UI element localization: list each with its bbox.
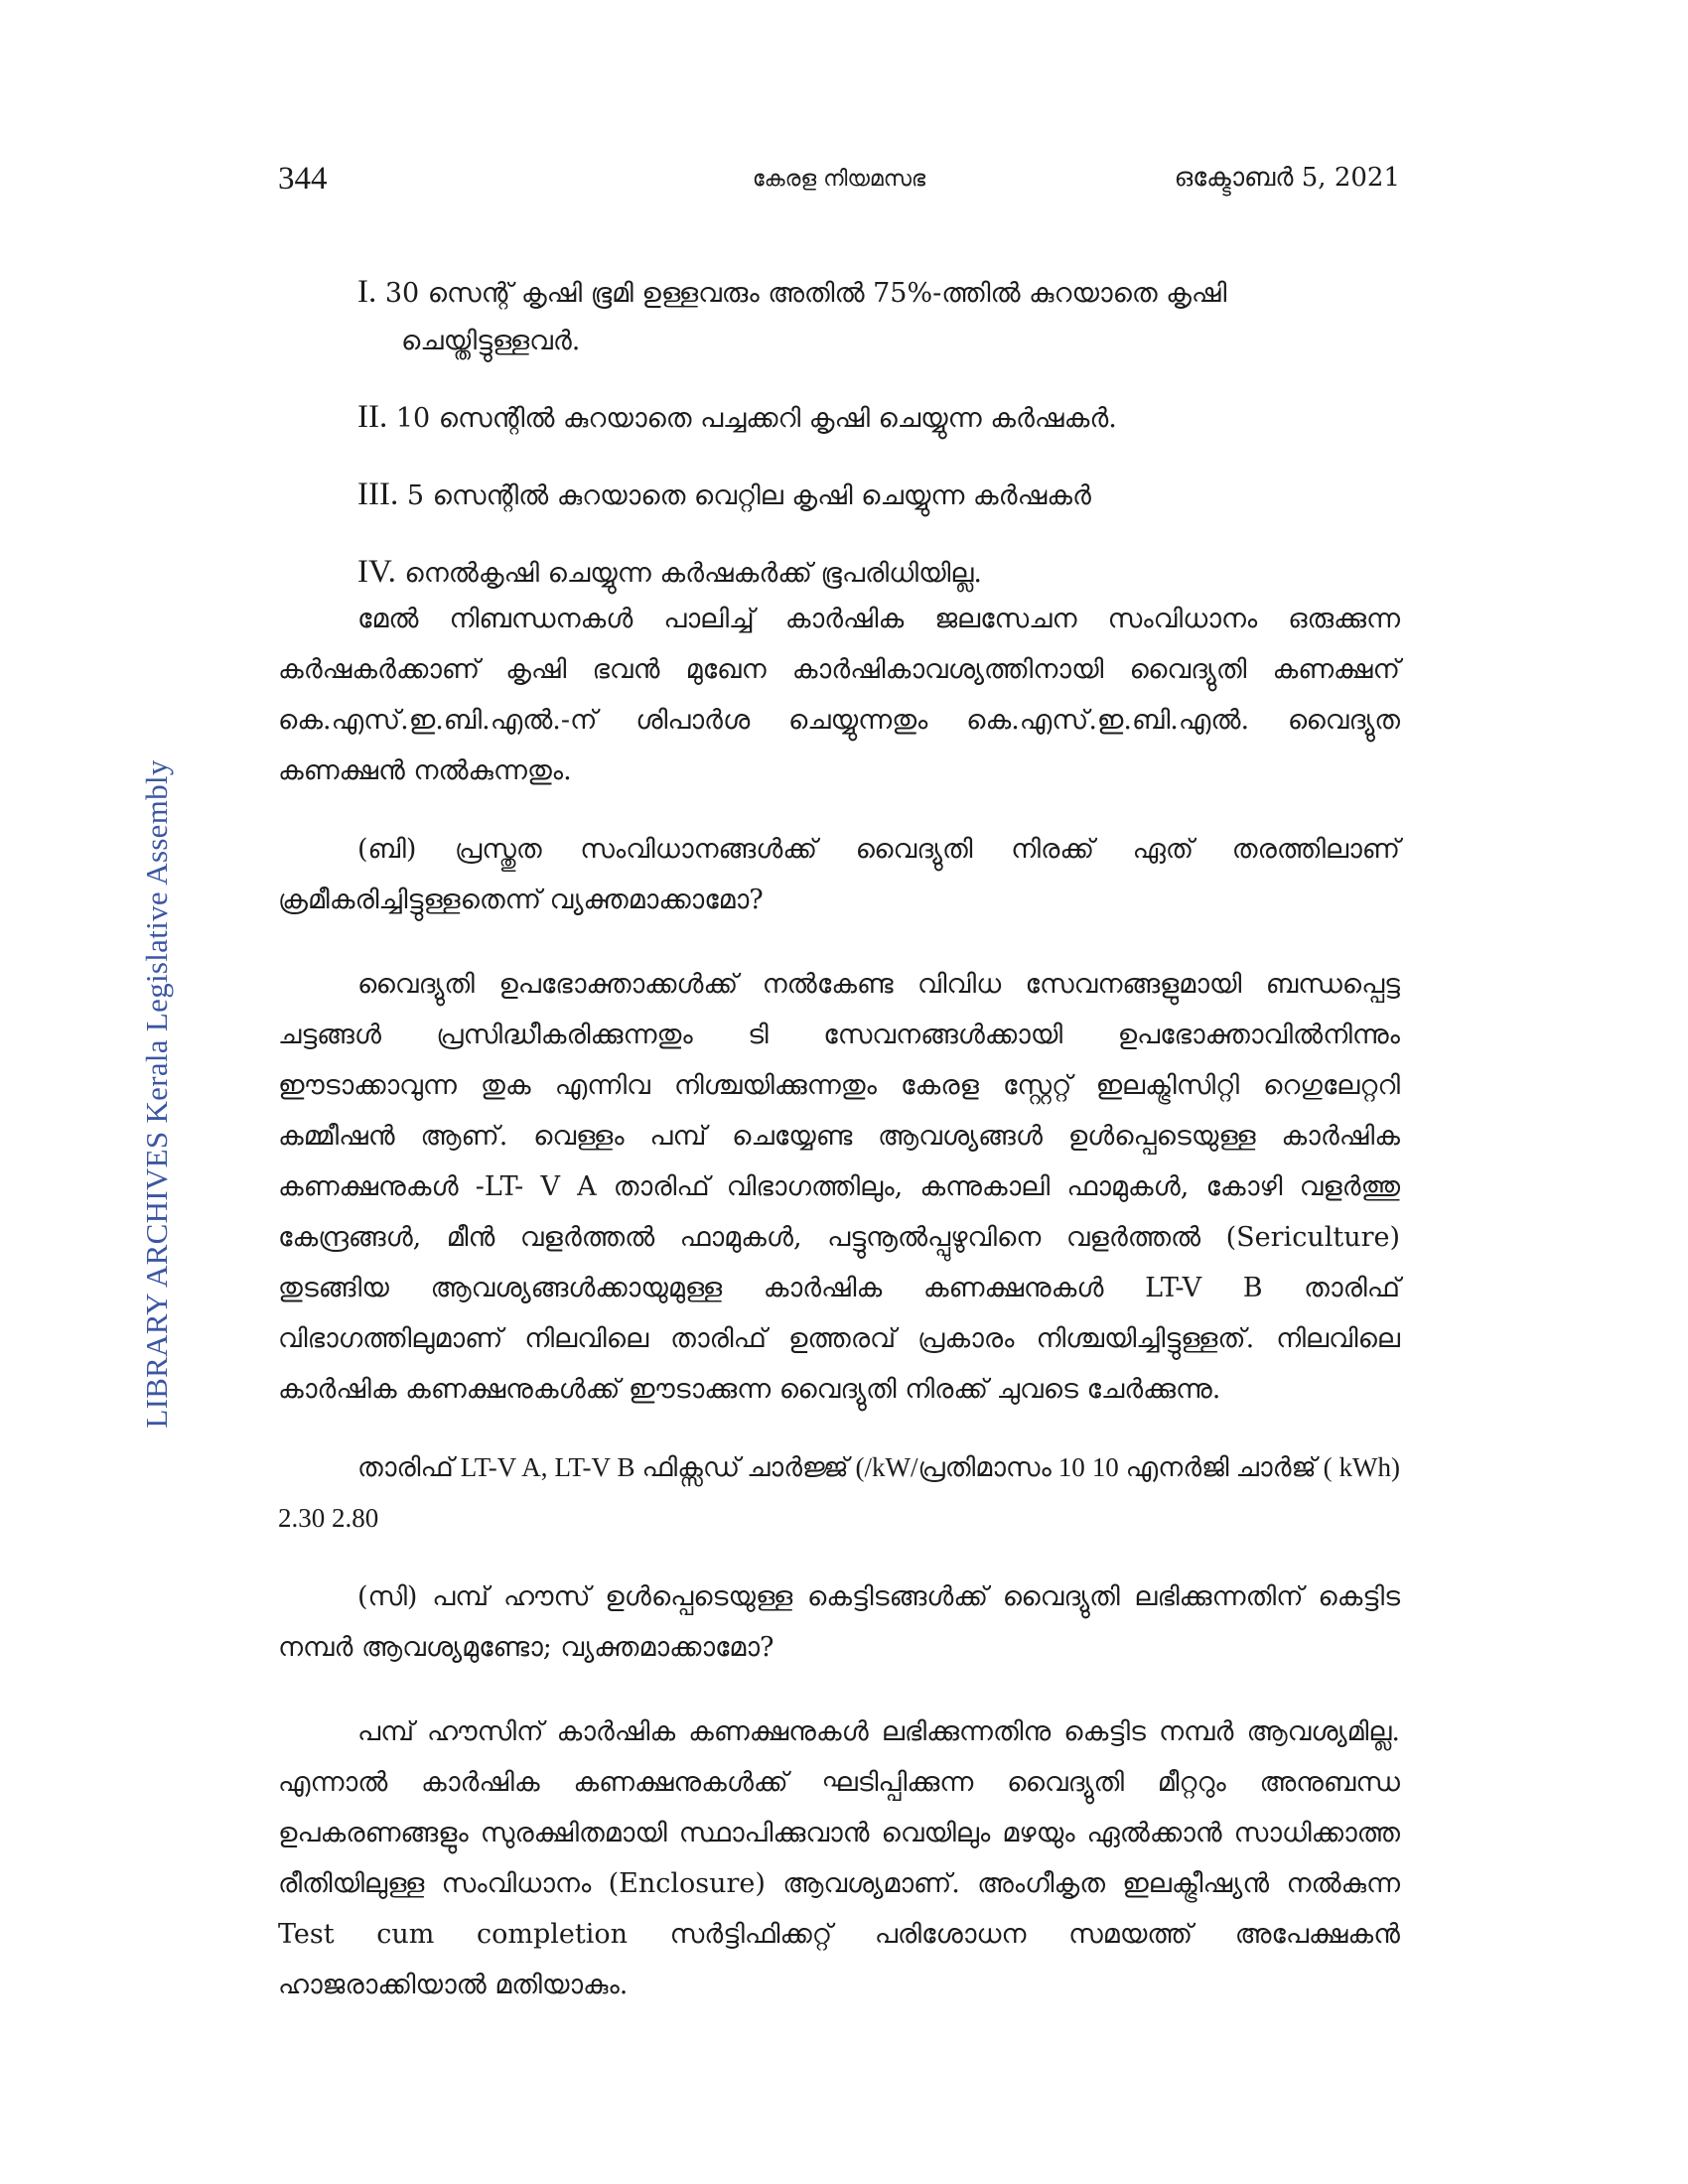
answer-paragraph-a: മേൽ നിബന്ധനകൾ പാലിച്ച് കാർഷിക ജലസേചന സംവിധാനം ഒരുക്കുന്ന കർഷകർക്കാണ് കൃഷി ഭവൻ മുഖേന കാർഷികാവശ്യത്തിനായി വൈദ്യുതി കണക്ഷന് കെ.എസ്.ഇ.ബി.എൽ.-ന് ശിപാർശ ചെയ്യുന്നതും കെ.എസ്.ഇ.ബി.എൽ. വൈദ്യുത കണക്ഷൻ നൽകുന്നതും. xyxy=(278,604,1400,786)
list-item xyxy=(357,393,1390,443)
archive-watermark-label: LIBRARY ARCHIVES Kerala Legislative Assembly xyxy=(139,759,174,1429)
list-item-text: 30 സെന്റ് കൃഷി ഭൂമി ഉള്ളവരും അതിൽ 75%-ത്തിൽ കുറയാതെ കൃഷി ചെയ്തിട്ടുള്ളവർ. xyxy=(384,278,1227,356)
list-item-number: II. xyxy=(357,399,388,435)
list-item-text: 5 സെന്റിൽ കുറയാതെ വെറ്റില കൃഷി ചെയ്യുന്ന കർഷകർ xyxy=(406,480,1091,511)
question-c: (സി) പമ്പ് ഹൗസ് ഉൾപ്പെടെയുള്ള കെട്ടിടങ്ങൾക്ക് വൈദ്യുതി ലഭിക്കുന്നതിന് കെട്ടിട നമ്പർ ആവശ്യമുണ്ടോ; വ്യക്തമാക്കാമോ? xyxy=(278,1581,1400,1663)
list-item-number: III. xyxy=(357,477,399,512)
page-header xyxy=(278,161,1400,205)
page-number: 344 xyxy=(278,161,328,197)
document-body xyxy=(278,594,1400,2038)
list-item-text: 10 സെന്റിൽ കുറയാതെ പച്ചക്കറി കൃഷി ചെയ്യുന്ന കർഷകർ. xyxy=(395,403,1117,434)
tariff-line: താരിഫ് LT-V A, LT-V B ഫിക്സഡ് ചാർജ്ജ് (/kW/പ്രതിമാസം 10 10 എനർജി ചാർജ് ( kWh) 2.30 2.80 xyxy=(278,1452,1400,1533)
running-title: കേരള നിയമസഭ xyxy=(752,167,926,192)
answer-paragraph-b: വൈദ്യുതി ഉപഭോക്താക്കൾക്ക് നൽകേണ്ട വിവിധ സേവനങ്ങളുമായി ബന്ധപ്പെട്ട ചട്ടങ്ങൾ പ്രസിദ്ധീകരിക്കുന്നതും ടി സേവനങ്ങൾക്കായി ഉപഭോക്താവിൽനിന്നും ഈടാക്കാവുന്ന തുക എന്നിവ നിശ്ചയിക്കുന്നതും കേരള സ്റ്റേറ്റ് ഇലക്ട്രിസിറ്റി റെഗുലേറ്ററി കമ്മീഷൻ ആണ്. വെള്ളം പമ്പ് ചെയ്യേണ്ട ആവശ്യങ്ങൾ ഉൾപ്പെടെയുള്ള കാർഷിക കണക്ഷനുകൾ -LT- V A താരിഫ് വിഭാഗത്തിലും, കന്നുകാലി ഫാമുകൾ, കോഴി വളർത്തു കേന്ദ്രങ്ങൾ, മീൻ വളർത്തൽ ഫാമുകൾ, പട്ടുനൂൽപ്പുഴുവിനെ വളർത്തൽ (Sericulture) തുടങ്ങിയ ആവശ്യങ്ങൾക്കായുമുള്ള കാർഷിക കണക്ഷനുകൾ LT-V B താരിഫ് വിഭാഗത്തിലുമാണ് നിലവിലെ താരിഫ് ഉത്തരവ് പ്രകാരം നിശ്ചയിച്ചിട്ടുള്ളത്. നിലവിലെ കാർഷിക കണക്ഷനുകൾക്ക് ഈടാക്കുന്ന വൈദ്യുതി നിരക്ക് ചുവടെ ചേർക്കുന്നു. xyxy=(278,969,1400,1405)
answer-paragraph-c: പമ്പ് ഹൗസിന് കാർഷിക കണക്ഷനുകൾ ലഭിക്കുന്നതിനു കെട്ടിട നമ്പർ ആവശ്യമില്ല. എന്നാൽ കാർഷിക കണക്ഷനുകൾക്ക് ഘടിപ്പിക്കുന്ന വൈദ്യുതി മീറ്ററും അനുബന്ധ ഉപകരണങ്ങളും സുരക്ഷിതമായി സ്ഥാപിക്കുവാൻ വെയിലും മഴയും ഏൽക്കാൻ സാധിക്കാത്ത രീതിയിലുള്ള സംവിധാനം (Enclosure) ആവശ്യമാണ്. അംഗീകൃത ഇലക്ട്രീഷ്യൻ നൽകുന്ന Test cum completion സർട്ടിഫിക്കറ്റ് പരിശോധന സമയത്ത് അപേക്ഷകൻ ഹാജരാക്കിയാൽ മതിയാകും. xyxy=(278,1716,1400,2000)
list-item-text: നെൽകൃഷി ചെയ്യുന്ന കർഷകർക്ക് ഭൂപരിധിയില്ല. xyxy=(404,558,982,589)
list-item xyxy=(357,548,1390,598)
list-item xyxy=(357,471,1390,520)
question-b: (ബി) പ്രസ്തുത സംവിധാനങ്ങൾക്ക് വൈദ്യുതി നിരക്ക് ഏത് തരത്തിലാണ് ക്രമീകരിച്ചിട്ടുള്ളതെന്ന് വ്യക്തമാക്കാമോ? xyxy=(278,834,1400,915)
list-item-number: I. xyxy=(357,274,377,310)
list-item xyxy=(357,268,1390,365)
criteria-list xyxy=(357,268,1390,625)
list-item-number: IV. xyxy=(357,554,396,590)
header-date: ഒക്ടോബർ 5, 2021 xyxy=(1174,163,1400,193)
